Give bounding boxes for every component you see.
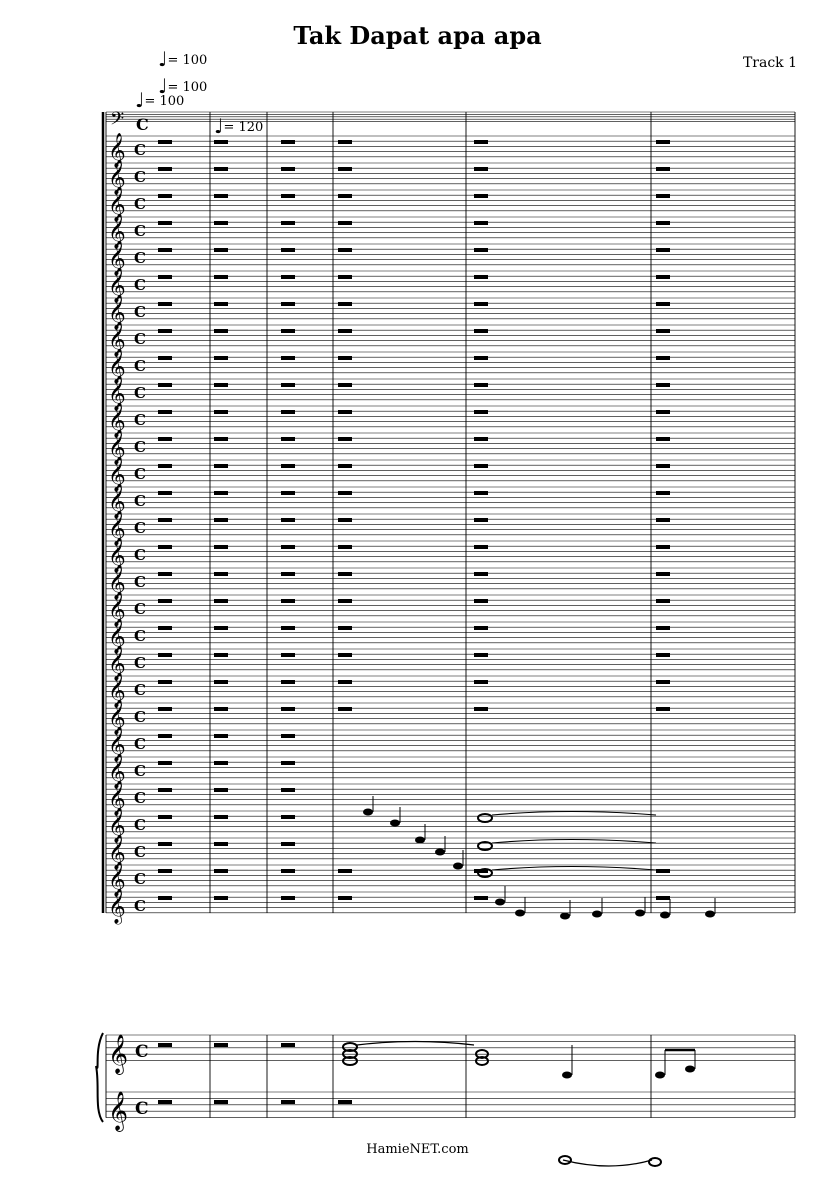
whole-rest [214,329,228,333]
whole-rest [474,599,488,603]
whole-rest [158,1100,172,1104]
whole-rest [214,1100,228,1104]
whole-rest [158,599,172,603]
whole-rest [158,1043,172,1047]
whole-rest [474,464,488,468]
eighth-note [592,911,602,918]
whole-rest [474,896,488,900]
whole-rest [474,626,488,630]
whole-rest [338,1100,352,1104]
time-signature: C [134,357,146,375]
eighth-note [560,913,570,920]
whole-rest [214,869,228,873]
whole-rest [656,491,670,495]
whole-rest [474,410,488,414]
quarter-note-icon: ♩ [135,88,145,112]
whole-rest [338,383,352,387]
whole-rest [656,896,670,900]
whole-rest [158,815,172,819]
whole-rest [474,437,488,441]
whole-rest [338,410,352,414]
whole-rest [656,248,670,252]
treble-clef-icon: 𝄞 [108,403,126,438]
quarter-note [562,1072,572,1079]
time-signature: C [134,627,146,645]
whole-rest [281,437,295,441]
whole-rest [158,707,172,711]
whole-rest [214,1043,228,1047]
time-signature: C [134,870,146,888]
whole-rest [158,329,172,333]
whole-rest [338,653,352,657]
time-signature: C [134,573,146,591]
whole-rest [656,221,670,225]
whole-rest [656,302,670,306]
whole-rest [281,383,295,387]
quarter-note-icon: ♩ [158,74,168,98]
whole-rest [281,464,295,468]
whole-rest [338,302,352,306]
whole-rest [214,194,228,198]
tempo-mark: ♩= 120 [214,114,264,138]
whole-rest [158,572,172,576]
treble-clef-icon: 𝄞 [108,376,126,411]
tempo-mark: ♩= 100 [158,74,208,98]
whole-rest [656,410,670,414]
time-signature: C [134,303,146,321]
whole-rest [656,275,670,279]
treble-clef-icon: 𝄞 [108,538,126,573]
whole-rest [214,410,228,414]
whole-rest [214,734,228,738]
whole-rest [338,194,352,198]
quarter-note [685,1066,695,1073]
whole-rest [214,383,228,387]
whole-rest [656,356,670,360]
whole-rest [656,518,670,522]
time-signature: C [134,843,146,861]
time-signature: C [135,1042,149,1062]
whole-rest [214,518,228,522]
treble-clef-icon: 𝄞 [108,592,126,627]
whole-rest [474,140,488,144]
whole-rest [338,464,352,468]
whole-rest [656,626,670,630]
whole-rest [474,329,488,333]
treble-clef-icon: 𝄞 [108,646,126,681]
treble-clef-icon: 𝄞 [108,214,126,249]
whole-rest [338,437,352,441]
treble-clef-icon: 𝄞 [108,241,126,276]
whole-rest [281,221,295,225]
time-signature: C [134,249,146,267]
whole-rest [281,545,295,549]
whole-rest [338,248,352,252]
whole-rest [281,248,295,252]
whole-rest [214,653,228,657]
track-label: Track 1 [742,55,797,71]
whole-rest [158,896,172,900]
whole-rest [214,815,228,819]
whole-rest [214,167,228,171]
treble-clef-icon: 𝄞 [108,727,126,762]
whole-rest [338,896,352,900]
time-signature: C [134,330,146,348]
eighth-note [453,863,463,870]
whole-rest [214,761,228,765]
whole-rest [158,788,172,792]
whole-rest [214,896,228,900]
whole-rest [474,275,488,279]
treble-clef-icon: 𝄞 [108,808,126,843]
time-signature: C [134,492,146,510]
whole-rest [338,518,352,522]
time-signature: C [134,195,146,213]
treble-clef-icon: 𝄞 [108,889,126,924]
treble-clef-icon: 𝄞 [108,862,126,897]
quarter-note-icon: ♩ [214,114,224,138]
whole-rest [158,167,172,171]
tie [563,1160,652,1166]
time-signature: C [134,411,146,429]
tie [357,1042,474,1046]
whole-rest [338,275,352,279]
whole-rest [474,572,488,576]
whole-rest [158,410,172,414]
whole-rest [656,707,670,711]
whole-rest [214,221,228,225]
eighth-note [363,809,373,816]
whole-rest [214,356,228,360]
whole-rest [214,275,228,279]
whole-rest [158,680,172,684]
whole-rest [281,1100,295,1104]
page-title: Tak Dapat apa apa [293,21,542,50]
whole-rest [281,680,295,684]
whole-rest [338,869,352,873]
whole-rest [338,626,352,630]
whole-rest [214,302,228,306]
treble-clef-icon: 𝄞 [108,673,126,708]
whole-rest [338,707,352,711]
tie [492,840,656,844]
whole-rest [338,680,352,684]
whole-rest [214,842,228,846]
whole-rest [656,167,670,171]
tempo-mark: ♩= 100 [135,88,185,112]
bass-clef-icon: 𝄢 [110,109,125,134]
whole-rest [158,464,172,468]
whole-rest [281,194,295,198]
whole-rest [656,545,670,549]
whole-rest [474,518,488,522]
whole-rest [281,491,295,495]
whole-rest [158,491,172,495]
whole-rest [656,572,670,576]
treble-clef-icon: 𝄞 [108,457,126,492]
whole-rest [158,275,172,279]
whole-rest [474,707,488,711]
time-signature: C [134,654,146,672]
whole-rest [158,734,172,738]
whole-rest [158,842,172,846]
whole-rest [158,761,172,765]
treble-clef-icon: 𝄞 [108,322,126,357]
whole-rest [158,194,172,198]
whole-rest [214,491,228,495]
whole-rest [214,707,228,711]
treble-clef-icon: 𝄞 [108,619,126,654]
time-signature: C [134,735,146,753]
time-signature: C [134,222,146,240]
whole-rest [281,896,295,900]
whole-rest [474,545,488,549]
whole-rest [158,302,172,306]
tie [492,867,656,871]
whole-rest [474,491,488,495]
eighth-note [660,912,670,919]
time-signature: C [136,115,149,134]
piano-brace [96,1033,103,1122]
whole-rest [474,356,488,360]
treble-clef-icon: 𝄞 [108,700,126,735]
treble-clef-icon: 𝄞 [108,160,126,195]
whole-rest [338,329,352,333]
whole-rest [158,437,172,441]
treble-clef-icon: 𝄞 [108,781,126,816]
time-signature: C [134,681,146,699]
eighth-note [415,837,425,844]
treble-clef-icon: 𝄞 [108,484,126,519]
whole-rest [338,599,352,603]
whole-rest [281,761,295,765]
time-signature: C [134,384,146,402]
time-signature: C [134,438,146,456]
tempo-mark: ♩= 100 [158,47,208,71]
whole-rest [158,356,172,360]
whole-rest [281,653,295,657]
whole-rest [474,194,488,198]
time-signature: C [134,789,146,807]
whole-rest [158,626,172,630]
treble-clef-icon: 𝄞 [108,511,126,546]
whole-rest [338,545,352,549]
treble-clef-icon: 𝄞 [108,268,126,303]
whole-rest [281,707,295,711]
time-signature: C [134,546,146,564]
whole-rest [656,599,670,603]
whole-rest [214,788,228,792]
whole-rest [656,383,670,387]
treble-clef-icon: 𝄞 [108,187,126,222]
time-signature: C [134,708,146,726]
whole-rest [338,221,352,225]
whole-rest [656,464,670,468]
whole-note [478,814,492,822]
whole-rest [158,248,172,252]
whole-rest [281,140,295,144]
tie [492,812,656,816]
whole-rest [281,815,295,819]
whole-rest [281,599,295,603]
eighth-note [515,910,525,917]
time-signature: C [134,141,146,159]
whole-rest [214,437,228,441]
treble-clef-icon: 𝄞 [108,754,126,789]
whole-rest [158,869,172,873]
whole-rest [281,518,295,522]
whole-rest [656,329,670,333]
time-signature: C [134,897,146,915]
whole-rest [338,140,352,144]
whole-rest [474,221,488,225]
time-signature: C [134,600,146,618]
whole-note [649,1158,661,1166]
time-signature: C [134,762,146,780]
time-signature: C [134,168,146,186]
treble-clef-icon: 𝄞 [108,430,126,465]
whole-rest [474,302,488,306]
whole-rest [214,545,228,549]
whole-rest [214,599,228,603]
whole-rest [656,194,670,198]
whole-rest [474,383,488,387]
quarter-note-icon: ♩ [158,47,168,71]
whole-rest [281,626,295,630]
whole-rest [281,788,295,792]
whole-rest [281,1043,295,1047]
treble-clef-icon: 𝄞 [108,133,126,168]
time-signature: C [134,465,146,483]
treble-clef-icon: 𝄞 [108,565,126,600]
whole-rest [338,356,352,360]
whole-rest [656,680,670,684]
whole-rest [158,518,172,522]
whole-rest [281,869,295,873]
whole-rest [158,545,172,549]
whole-rest [474,653,488,657]
whole-rest [474,680,488,684]
whole-rest [281,356,295,360]
treble-clef-icon: 𝄞 [108,295,126,330]
whole-rest [281,275,295,279]
whole-rest [158,140,172,144]
treble-clef-icon: 𝄞 [108,1034,129,1074]
treble-clef-icon: 𝄞 [108,349,126,384]
whole-rest [214,626,228,630]
time-signature: C [135,1099,149,1119]
whole-rest [656,869,670,873]
whole-rest [281,167,295,171]
whole-rest [214,248,228,252]
whole-rest [214,680,228,684]
eighth-note [435,849,445,856]
eighth-note [390,820,400,827]
whole-rest [214,140,228,144]
quarter-note [655,1072,665,1079]
whole-rest [338,491,352,495]
time-signature: C [134,276,146,294]
eighth-note [705,911,715,918]
time-signature: C [134,816,146,834]
whole-rest [281,734,295,738]
whole-rest [338,167,352,171]
whole-rest [474,167,488,171]
footer-credit: HamieNET.com [366,1142,469,1157]
whole-rest [214,572,228,576]
whole-rest [281,842,295,846]
whole-rest [281,329,295,333]
whole-rest [281,572,295,576]
whole-rest [158,653,172,657]
eighth-note [495,899,505,906]
whole-rest [656,140,670,144]
treble-clef-icon: 𝄞 [108,835,126,870]
whole-rest [158,383,172,387]
eighth-note [635,910,645,917]
whole-rest [338,572,352,576]
whole-rest [656,437,670,441]
whole-rest [214,464,228,468]
treble-clef-icon: 𝄞 [108,1091,129,1131]
time-signature: C [134,519,146,537]
whole-rest [158,221,172,225]
whole-rest [281,302,295,306]
whole-rest [474,248,488,252]
whole-rest [656,653,670,657]
whole-rest [281,410,295,414]
